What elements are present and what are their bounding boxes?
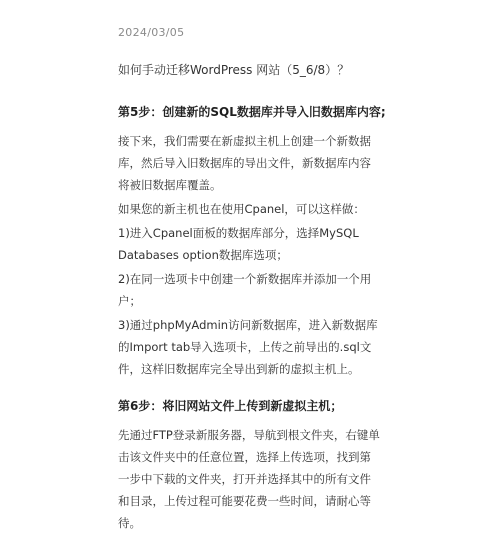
step5-paragraph-3: 1)进入Cpanel面板的数据库部分，选择MySQL Databases option数据库选项；: [118, 226, 359, 262]
step5-paragraph-2: 如果您的新主机也在使用Cpanel，可以这样做：: [118, 202, 365, 216]
step5-heading: 第5步：创建新的SQL数据库并导入旧数据库内容;: [118, 105, 386, 119]
publish-date: 2024/03/05: [118, 26, 185, 39]
step5-paragraph-1: 接下来，我们需要在新虚拟主机上创建一个新数据库，然后导入旧数据库的导出文件，新数据库内容将被旧数据库覆盖。: [118, 134, 371, 192]
step6-heading: 第6步：将旧网站文件上传到新虚拟主机；: [118, 399, 343, 413]
step5-paragraph-5: 3)通过phpMyAdmin访问新数据库，进入新数据库的Import tab导入选项卡，上传之前导出的.sql文件，这样旧数据库完全导出到新的虚拟主机上。: [118, 318, 378, 376]
step6-paragraph-1: 先通过FTP登录新服务器，导航到根文件夹，右键单击该文件夹中的任意位置，选择上传选项，找到第一步中下载的文件夹，打开并选择其中的所有文件和目录，上传过程可能要花费一些时间，请耐心等待。: [118, 428, 380, 530]
step5-paragraph-4: 2)在同一选项卡中创建一个新数据库并添加一个用户；: [118, 272, 372, 308]
article-title: 如何手动迁移WordPress 网站（5_6/8）？: [118, 63, 350, 77]
